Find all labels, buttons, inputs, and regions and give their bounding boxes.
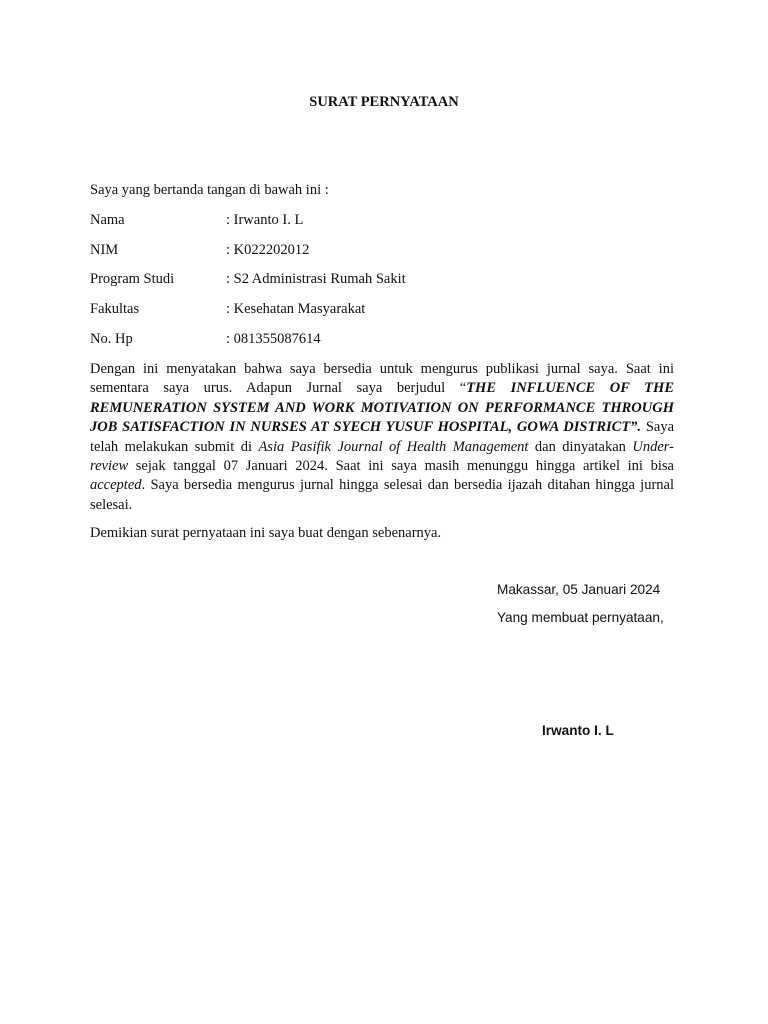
statement-paragraph bbox=[90, 360, 674, 515]
statement-text: . Saya bersedia mengurus jurnal hingga selesai dan bersedia ijazah ditahan hingga jurnal selesai. bbox=[90, 477, 674, 513]
statement-text: dan dinyatakan bbox=[528, 438, 633, 455]
field-label: No. Hp bbox=[90, 331, 133, 347]
journal-article-title: THE INFLUENCE OF THE REMUNERATION SYSTEM AND WORK MOTIVATION ON PERFORMANCE THROUGH JOB SATISFACTION IN NURSES AT SYECH YUSUF HOSPITAL, GOWA DISTRICT”. bbox=[90, 380, 674, 436]
field-no-hp bbox=[90, 331, 321, 348]
field-value: : 081355087614 bbox=[226, 331, 321, 347]
signer-name: Irwanto I. L bbox=[542, 723, 614, 738]
field-nama bbox=[90, 212, 303, 229]
statement-text: Dengan ini menyatakan bahwa saya bersedia untuk mengurus publikasi jurnal saya. Saat ini sementara saya urus. Adapun Jurnal saya berjudul “ bbox=[90, 361, 674, 397]
field-value: : K022202012 bbox=[226, 242, 310, 258]
field-label: Fakultas bbox=[90, 301, 140, 317]
closing-text: Demikian surat pernyataan ini saya buat dengan sebenarnya. bbox=[90, 525, 442, 541]
field-nim bbox=[90, 242, 309, 259]
field-fakultas bbox=[90, 301, 365, 318]
document-title: SURAT PERNYATAAN bbox=[309, 94, 459, 110]
field-value: : Kesehatan Masyarakat bbox=[226, 301, 366, 317]
statement-text: Saya telah melakukan submit di bbox=[90, 419, 675, 455]
field-program-studi bbox=[90, 271, 406, 288]
field-label: NIM bbox=[90, 242, 119, 258]
maker-label: Yang membuat pernyataan, bbox=[497, 610, 664, 625]
review-status: Under-review bbox=[90, 438, 674, 475]
field-value: : S2 Administrasi Rumah Sakit bbox=[226, 271, 406, 287]
journal-name: Asia Pasifik Journal of Health Management bbox=[258, 438, 529, 455]
field-label: Program Studi bbox=[90, 271, 175, 287]
accepted-word: accepted bbox=[90, 477, 142, 494]
field-value: : Irwanto I. L bbox=[226, 212, 304, 228]
intro-text: Saya yang bertanda tangan di bawah ini : bbox=[90, 182, 329, 198]
place-date: Makassar, 05 Januari 2024 bbox=[497, 582, 661, 597]
statement-text: sejak tanggal 07 Januari 2024. Saat ini saya masih menunggu hingga artikel ini bisa bbox=[128, 458, 674, 475]
field-label: Nama bbox=[90, 212, 125, 228]
